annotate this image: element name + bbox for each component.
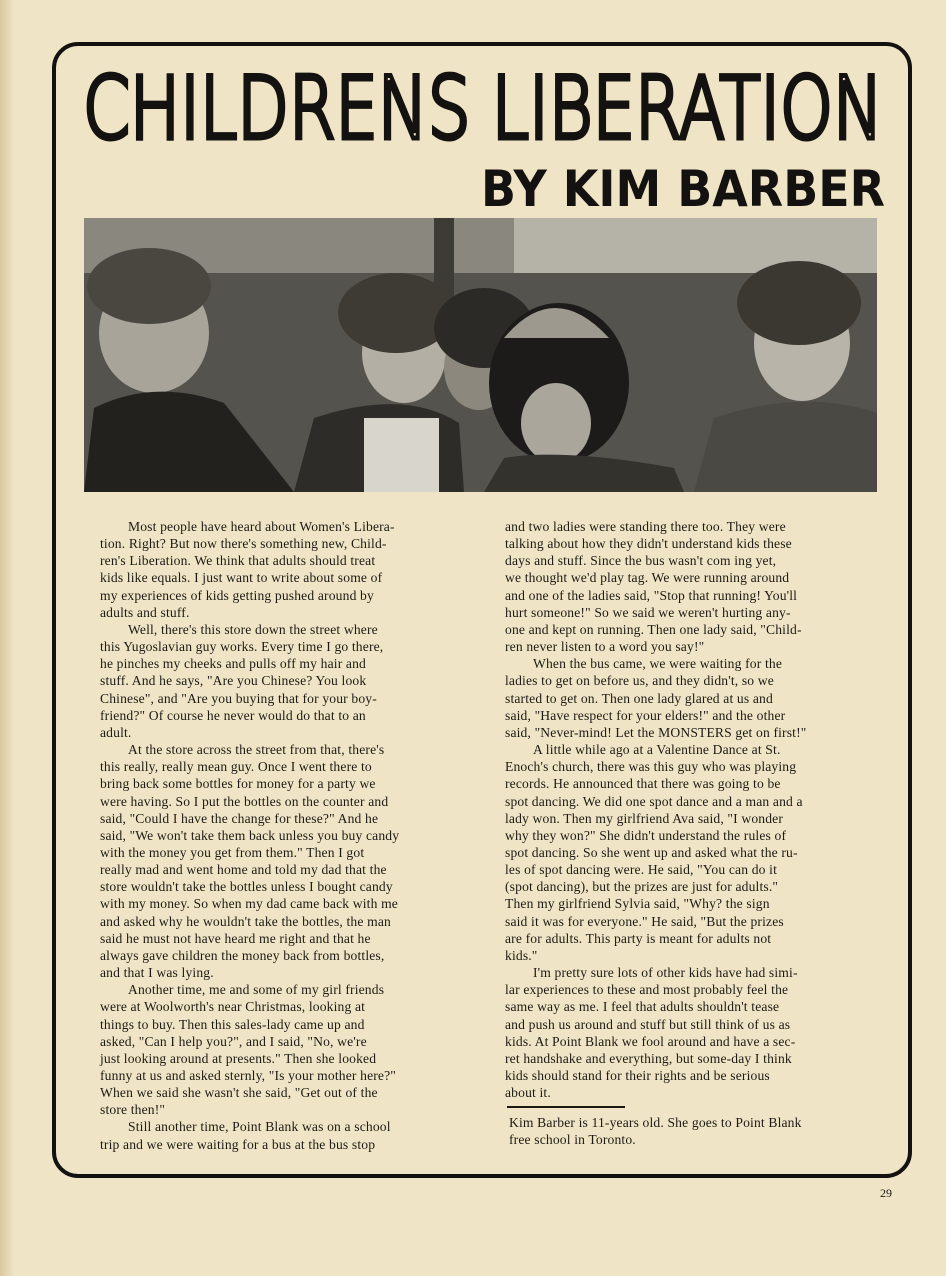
- text-line: this Yugoslavian guy works. Every time I go there,: [100, 639, 384, 655]
- article-column-1: [100, 518, 470, 1153]
- text-line: said it was for everyone." He said, "But the prizes: [505, 913, 784, 929]
- text-line: Chinese", and "Are you buying that for your boy-: [100, 690, 377, 706]
- page-number: 29: [880, 1186, 892, 1200]
- text-line: Enoch's church, there was this guy who was playing: [505, 759, 797, 775]
- paragraph: [100, 1118, 470, 1152]
- text-line: always gave children the money back from bottles,: [100, 947, 385, 963]
- text-line: days and stuff. Since the bus wasn't com ing yet,: [505, 553, 777, 569]
- paragraph: [100, 981, 470, 1118]
- page-edge: [0, 0, 14, 1276]
- text-line: hurt someone!" So we said we weren't hurting any-: [505, 604, 791, 620]
- text-line: and that I was lying.: [100, 965, 214, 981]
- text-line: asked, "Can I help you?", and I said, "No, we're: [100, 1033, 367, 1049]
- text-line: Then my girlfriend Sylvia said, "Why? the sign: [505, 896, 770, 912]
- paragraph: [505, 655, 885, 741]
- paragraph: [100, 621, 470, 741]
- text-line: I'm pretty sure lots of other kids have had simi-: [533, 965, 798, 981]
- footnote-divider: [507, 1106, 625, 1108]
- children-photo: [84, 218, 877, 492]
- author-note-line: free school in Toronto.: [509, 1132, 636, 1148]
- text-line: When we said she wasn't she said, "Get out of the: [100, 1085, 378, 1101]
- author-note: [505, 1114, 885, 1148]
- text-line: Another time, me and some of my girl friends: [128, 982, 385, 998]
- author-note-line: Kim Barber is 11-years old. She goes to Point Blank: [509, 1115, 802, 1131]
- text-line: spot dancing. We did one spot dance and a man and a: [505, 793, 803, 809]
- text-line: my experiences of kids getting pushed around by: [100, 587, 374, 603]
- text-line: store then!": [100, 1102, 166, 1118]
- text-line: spot dancing. So she went up and asked what the ru-: [505, 844, 798, 860]
- svg-text:BY KIM BARBER: BY KIM BARBER: [481, 160, 885, 212]
- text-line: were having. So I put the bottles on the counter and: [100, 793, 389, 809]
- text-line: said, "Could I have the change for these?" And he: [100, 810, 379, 826]
- paragraph: [505, 741, 885, 964]
- title-lettering: [78, 50, 888, 150]
- text-line: lady won. Then my girlfriend Ava said, "I wonder: [505, 810, 784, 826]
- text-line: tion. Right? But now there's something new, Child-: [100, 536, 387, 552]
- paragraph: [100, 518, 470, 621]
- text-line: ren never listen to a word you say!": [505, 639, 705, 655]
- text-line: really mad and went home and told my dad that the: [100, 862, 387, 878]
- paragraph: [100, 741, 470, 981]
- text-line: friend?" Of course he never would do that to an: [100, 707, 366, 723]
- text-line: records. He announced that there was going to be: [505, 776, 781, 792]
- paragraph: [505, 518, 885, 655]
- text-line: trip and we were waiting for a bus at the bus stop: [100, 1136, 376, 1152]
- text-line: adults and stuff.: [100, 604, 190, 620]
- text-line: said, "Never-mind! Let the MONSTERS get on first!": [505, 724, 807, 740]
- text-line: ren's Liberation. We think that adults should treat: [100, 553, 376, 569]
- text-line: same way as me. I feel that adults shouldn't tease: [505, 999, 780, 1015]
- text-line: and two ladies were standing there too. They were: [505, 519, 786, 534]
- text-line: ladies to get on before us, and they didn't, so we: [505, 673, 774, 689]
- text-line: this really, really mean guy. Once I went there to: [100, 759, 372, 775]
- text-line: kids like equals. I just want to write about some of: [100, 570, 383, 586]
- text-line: adult.: [100, 724, 132, 740]
- text-line: things to buy. Then this sales-lady came up and: [100, 1016, 365, 1032]
- text-line: ret handshake and everything, but some-day I think: [505, 1050, 792, 1066]
- text-line: one and kept on running. Then one lady said, "Child-: [505, 621, 802, 637]
- text-line: said, "Have respect for your elders!" and the other: [505, 707, 786, 723]
- text-line: Most people have heard about Women's Libera-: [128, 519, 395, 534]
- text-line: with the money you get from them." Then I got: [100, 844, 365, 860]
- text-line: lar experiences to these and most probably feel the: [505, 982, 789, 998]
- text-line: Well, there's this store down the street where: [128, 621, 378, 637]
- text-line: les of spot dancing were. He said, "You can do it: [505, 862, 778, 878]
- byline-lettering: [478, 158, 888, 212]
- text-line: and one of the ladies said, "Stop that running! You'll: [505, 587, 798, 603]
- text-line: store wouldn't take the bottles unless I bought candy: [100, 879, 393, 895]
- text-line: bring back some bottles for money for a party we: [100, 776, 376, 792]
- paragraph: [505, 964, 885, 1101]
- article-column-2: [505, 518, 885, 1149]
- text-line: just looking around at presents." Then she looked: [100, 1050, 377, 1066]
- text-line: and asked why he wouldn't take the bottles, the man: [100, 913, 391, 929]
- text-line: Still another time, Point Blank was on a school: [128, 1119, 391, 1135]
- text-line: we thought we'd play tag. We were running around: [505, 570, 790, 586]
- text-line: he pinches my cheeks and pulls off my hair and: [100, 656, 366, 672]
- svg-text:CHILDRENS LIBERATION: CHILDRENS LIBERATION: [83, 59, 883, 150]
- text-line: kids should stand for their rights and be serious: [505, 1068, 770, 1083]
- text-line: are for adults. This party is meant for adults not: [505, 930, 772, 946]
- text-line: with my money. So when my dad came back with me: [100, 896, 398, 912]
- text-line: and push us around and stuff but still think of us as: [505, 1016, 791, 1032]
- text-line: why they won?" She didn't understand the rules of: [505, 827, 787, 843]
- text-line: (spot dancing), but the prizes are just for adults.": [505, 879, 779, 895]
- text-line: A little while ago at a Valentine Dance at St.: [533, 742, 781, 758]
- text-line: funny at us and asked sternly, "Is your mother here?": [100, 1068, 397, 1083]
- text-line: kids.": [505, 947, 538, 963]
- text-line: At the store across the street from that, there's: [128, 742, 385, 758]
- text-line: were at Woolworth's near Christmas, looking at: [100, 999, 366, 1015]
- text-line: talking about how they didn't understand kids these: [505, 536, 792, 552]
- text-line: When the bus came, we were waiting for the: [533, 656, 783, 672]
- text-line: about it.: [505, 1085, 551, 1101]
- text-line: said, "We won't take them back unless you buy candy: [100, 827, 400, 843]
- text-line: stuff. And he says, "Are you Chinese? You look: [100, 673, 367, 689]
- text-line: kids. At Point Blank we fool around and have a sec-: [505, 1033, 796, 1049]
- text-line: said he must not have heard me right and that he: [100, 930, 371, 946]
- text-line: started to get on. Then one lady glared at us and: [505, 690, 773, 706]
